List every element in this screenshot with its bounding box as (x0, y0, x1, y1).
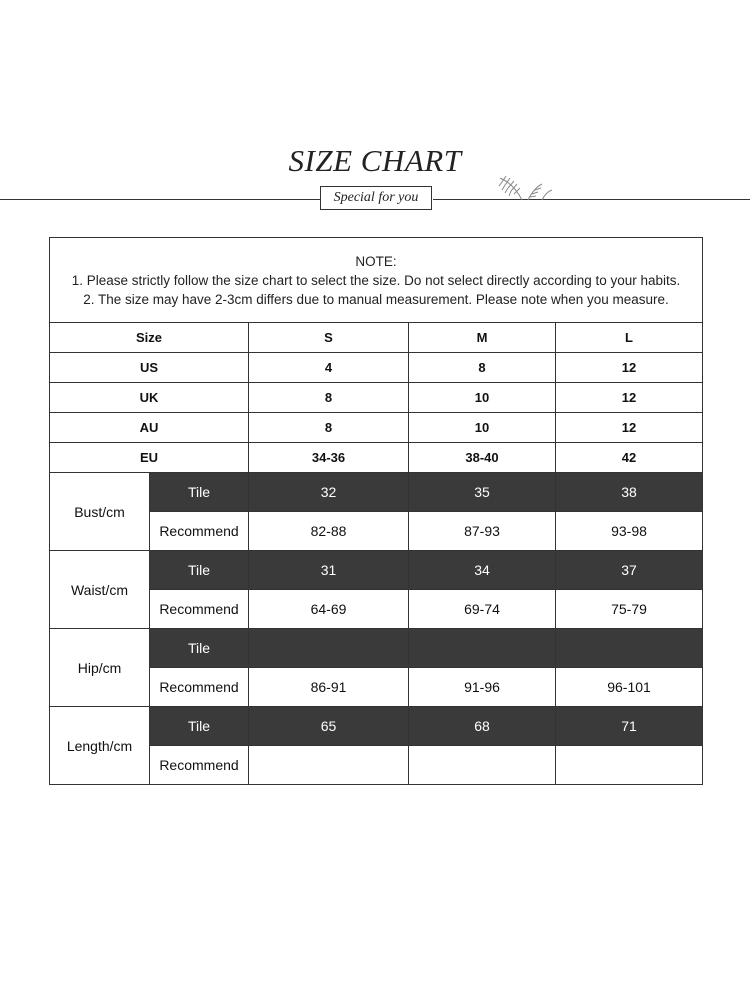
table-cell: 34 (409, 551, 556, 590)
table-cell: 10 (409, 383, 556, 413)
table-cell: 71 (556, 707, 703, 746)
table-cell: 82-88 (249, 512, 409, 551)
region-label-us: US (50, 353, 249, 383)
measure-label-length: Length/cm (50, 707, 150, 785)
size-chart-table (49, 237, 703, 785)
table-cell: 42 (556, 443, 703, 473)
table-cell: 8 (249, 413, 409, 443)
table-cell: 8 (249, 383, 409, 413)
table-cell (249, 629, 409, 668)
size-col-s: S (249, 323, 409, 353)
header-rule-left (0, 199, 320, 200)
size-chart-title: SIZE CHART (288, 143, 462, 178)
table-cell: 93-98 (556, 512, 703, 551)
recommend-label: Recommend (150, 746, 249, 785)
recommend-label: Recommend (150, 590, 249, 629)
tile-label: Tile (150, 629, 249, 668)
note-line-1: 1. Please strictly follow the size chart to select the size. Do not select directly according to your habits. (71, 272, 681, 288)
region-label-au: AU (50, 413, 249, 443)
region-label-eu: EU (50, 443, 249, 473)
table-cell (556, 746, 703, 785)
table-cell: 96-101 (556, 668, 703, 707)
measure-label-waist: Waist/cm (50, 551, 150, 629)
table-cell: 38-40 (409, 443, 556, 473)
table-cell: 86-91 (249, 668, 409, 707)
table-cell (556, 629, 703, 668)
recommend-label: Recommend (150, 668, 249, 707)
table-row (50, 383, 703, 413)
table-cell (249, 746, 409, 785)
table-row (50, 413, 703, 443)
tile-label: Tile (150, 551, 249, 590)
table-row (50, 629, 703, 668)
table-cell: 31 (249, 551, 409, 590)
size-header-label: Size (50, 323, 249, 353)
table-cell: 35 (409, 473, 556, 512)
table-row (50, 707, 703, 746)
table-cell: 91-96 (409, 668, 556, 707)
table-cell: 75-79 (556, 590, 703, 629)
measure-label-hip: Hip/cm (50, 629, 150, 707)
table-cell: 65 (249, 707, 409, 746)
size-col-l: L (556, 323, 703, 353)
table-cell: 87-93 (409, 512, 556, 551)
note-line-2: 2. The size may have 2-3cm differs due to manual measurement. Please note when you measure. (83, 291, 669, 307)
tile-label: Tile (150, 473, 249, 512)
table-cell: 68 (409, 707, 556, 746)
table-cell: 34-36 (249, 443, 409, 473)
table-cell: 64-69 (249, 590, 409, 629)
recommend-label: Recommend (150, 512, 249, 551)
table-cell: 8 (409, 353, 556, 383)
table-cell (409, 746, 556, 785)
subtitle-badge: Special for you (320, 186, 432, 210)
table-cell: 10 (409, 413, 556, 443)
table-cell: 12 (556, 413, 703, 443)
size-header-row (50, 323, 703, 353)
table-cell: 12 (556, 383, 703, 413)
note-cell (50, 238, 703, 323)
table-row (50, 443, 703, 473)
measure-label-bust: Bust/cm (50, 473, 150, 551)
table-row (50, 353, 703, 383)
leaf-decoration-icon (496, 170, 556, 204)
table-cell: 32 (249, 473, 409, 512)
table-row (50, 551, 703, 590)
size-col-m: M (409, 323, 556, 353)
table-cell: 37 (556, 551, 703, 590)
table-row (50, 473, 703, 512)
table-cell: 4 (249, 353, 409, 383)
tile-label: Tile (150, 707, 249, 746)
region-label-uk: UK (50, 383, 249, 413)
table-cell: 69-74 (409, 590, 556, 629)
table-cell (409, 629, 556, 668)
header-rule-right (433, 199, 750, 200)
note-heading: NOTE: (355, 253, 397, 269)
table-cell: 38 (556, 473, 703, 512)
table-cell: 12 (556, 353, 703, 383)
